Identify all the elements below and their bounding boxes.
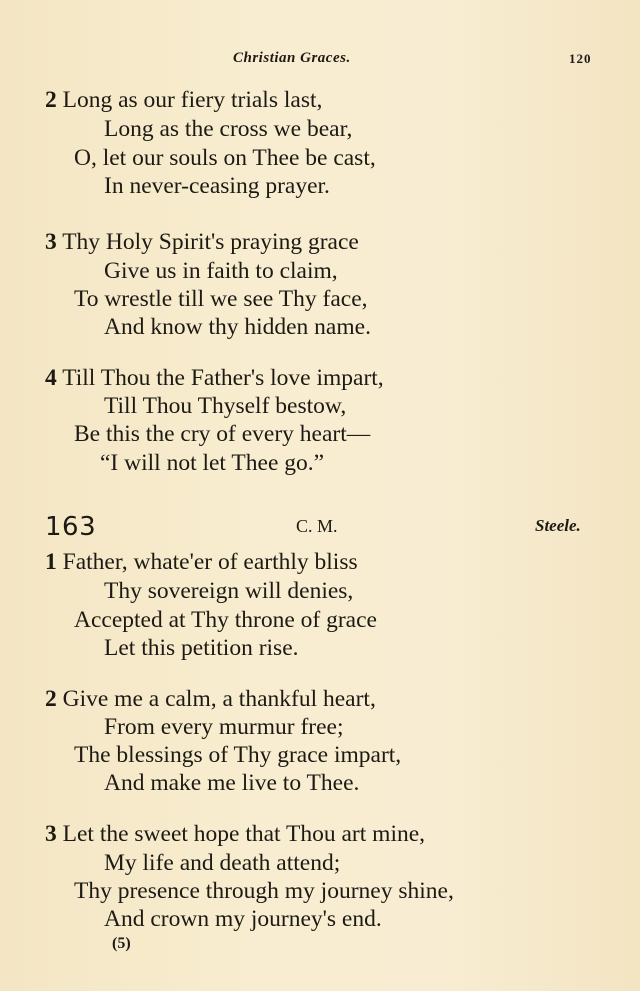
verse-line: “I will not let Thee go.” [100, 450, 325, 476]
verse-line: O, let our souls on Thee be cast, [74, 145, 376, 171]
hymn-author: Steele. [535, 516, 581, 535]
verse-line: My life and death attend; [104, 850, 341, 876]
running-title: Christian Graces. [233, 50, 351, 66]
verse-line: Thy presence through my journey shine, [74, 878, 454, 904]
verse-line: Thy sovereign will denies, [104, 578, 354, 604]
verse-line: In never-ceasing prayer. [104, 173, 330, 199]
verse-number: 3 [45, 229, 57, 255]
verse-line: The blessings of Thy grace impart, [74, 742, 402, 768]
hymn-header [0, 512, 640, 542]
verse-number: 3 [45, 821, 57, 847]
verse-line: From every murmur free; [104, 714, 344, 740]
verse-line: Be this the cry of every heart— [74, 421, 371, 447]
verse-line: 1 Father, whate'er of earthly bliss [45, 549, 358, 575]
verse-number: 2 [45, 87, 57, 113]
verse-line: Accepted at Thy throne of grace [74, 607, 377, 633]
verse-number: 4 [45, 365, 57, 391]
hymn-number: 163 [45, 512, 97, 542]
verse-line: Let this petition rise. [104, 635, 299, 661]
verse-number: 1 [45, 549, 57, 575]
page-number: 120 [569, 51, 592, 66]
verse-line: 2 Long as our fiery trials last, [45, 87, 323, 113]
page-header [0, 50, 640, 70]
verse-line: 2 Give me a calm, a thankful heart, [45, 686, 376, 712]
verse-line: And make me live to Thee. [104, 770, 360, 796]
verse-line: And crown my journey's end. [104, 906, 382, 932]
verse-line: 3 Let the sweet hope that Thou art mine, [45, 821, 426, 847]
verse-line: And know thy hidden name. [104, 314, 371, 340]
signature-mark: (5) [112, 935, 131, 952]
hymn-meter: C. M. [296, 516, 338, 536]
verse-number: 2 [45, 686, 57, 712]
verse-line: Till Thou Thyself bestow, [104, 393, 347, 419]
verse-line: Long as the cross we bear, [104, 116, 353, 142]
verse-line: Give us in faith to claim, [104, 258, 338, 284]
verse-line: To wrestle till we see Thy face, [74, 286, 368, 312]
verse-line: 4 Till Thou the Father's love impart, [45, 365, 384, 391]
verse-line: 3 Thy Holy Spirit's praying grace [45, 229, 359, 255]
